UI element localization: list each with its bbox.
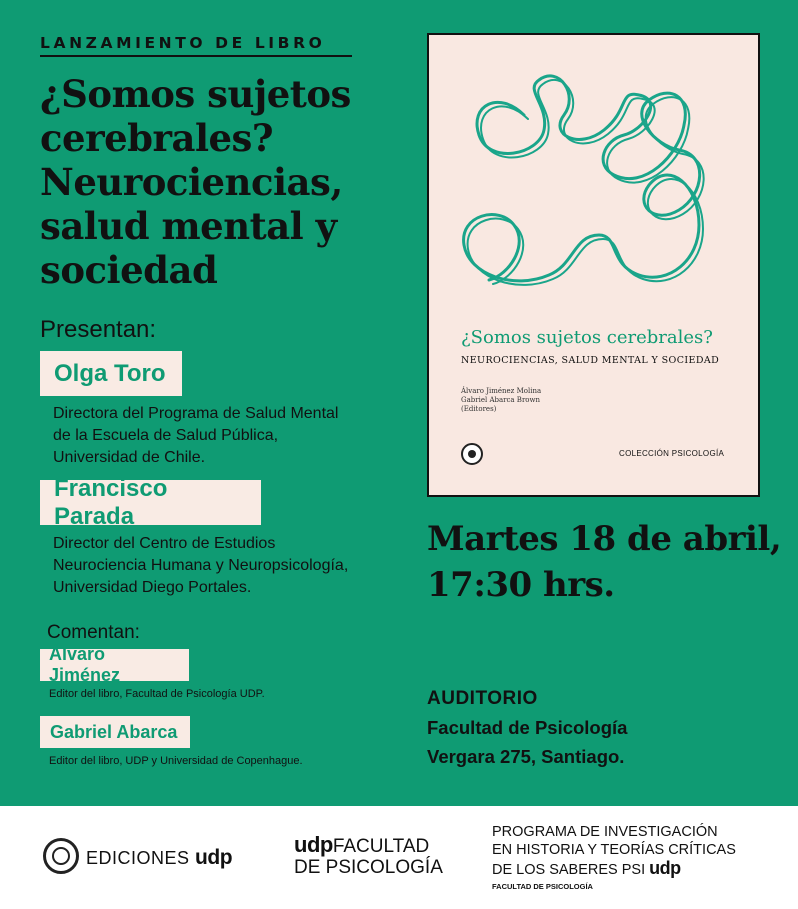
commentator-description-alvaro: Editor del libro, Facultad de Psicología UDP. bbox=[49, 688, 265, 700]
book-cover-title: ¿Somos sujetos cerebrales? bbox=[461, 327, 713, 348]
book-cover bbox=[427, 33, 760, 497]
ediciones-udp-logo bbox=[86, 846, 232, 870]
programa-text: PROGRAMA DE INVESTIGACIÓN EN HISTORIA Y TEORÍAS CRÍTICAS DE LOS SABERES PSI bbox=[492, 824, 736, 878]
commentator-name-gabriel: Gabriel Abarca bbox=[40, 716, 190, 748]
commentator-description-gabriel: Editor del libro, UDP y Universidad de Copenhague. bbox=[49, 755, 303, 767]
ediciones-brand: udp bbox=[195, 846, 233, 869]
presenter-name-olga: Olga Toro bbox=[40, 351, 182, 396]
facultad-brand: udp bbox=[294, 832, 333, 857]
presenter-description-francisco: Director del Centro de Estudios Neurociencia Humana y Neuropsicología, Universidad Diego Portales. bbox=[53, 535, 349, 596]
event-type-label: LANZAMIENTO DE LIBRO bbox=[40, 34, 326, 52]
ediciones-text: EDICIONES bbox=[86, 848, 190, 868]
event-date: Martes 18 de abril, 17:30 hrs. bbox=[427, 519, 782, 605]
presenter-name-francisco: Francisco Parada bbox=[40, 480, 261, 525]
squiggle-illustration bbox=[429, 35, 758, 315]
book-title-heading: ¿Somos sujetos cerebrales? Neurociencias, salud mental y sociedad bbox=[40, 72, 351, 292]
facultad-line-2: DE PSICOLOGÍA bbox=[294, 857, 443, 878]
book-cover-subtitle: NEUROCIENCIAS, SALUD MENTAL Y SOCIEDAD bbox=[461, 355, 720, 366]
university-seal-icon bbox=[43, 838, 79, 874]
venue-label: AUDITORIO bbox=[427, 688, 538, 709]
programa-subtitle: FACULTAD DE PSICOLOGÍA bbox=[492, 882, 593, 891]
facultad-psicologia-logo bbox=[294, 834, 443, 878]
book-seal-icon bbox=[461, 443, 483, 465]
venue-line-2: Vergara 275, Santiago. bbox=[427, 746, 625, 767]
commentator-name-alvaro: Álvaro Jiménez bbox=[40, 649, 189, 681]
eyebrow-underline bbox=[40, 55, 352, 57]
venue-line-1: Facultad de Psicología bbox=[427, 717, 628, 738]
presenters-label: Presentan: bbox=[40, 316, 157, 343]
programa-logo bbox=[492, 823, 736, 879]
book-cover-authors: Álvaro Jiménez Molina Gabriel Abarca Brown (Editores) bbox=[461, 387, 542, 413]
book-cover-collection: COLECCIÓN PSICOLOGÍA bbox=[619, 449, 725, 458]
programa-brand: udp bbox=[649, 858, 681, 878]
facultad-line-1: FACULTAD bbox=[332, 836, 430, 857]
presenter-description-olga: Directora del Programa de Salud Mental de la Escuela de Salud Pública, Universidad de Chile. bbox=[53, 405, 339, 466]
commentators-label: Comentan: bbox=[47, 622, 140, 643]
